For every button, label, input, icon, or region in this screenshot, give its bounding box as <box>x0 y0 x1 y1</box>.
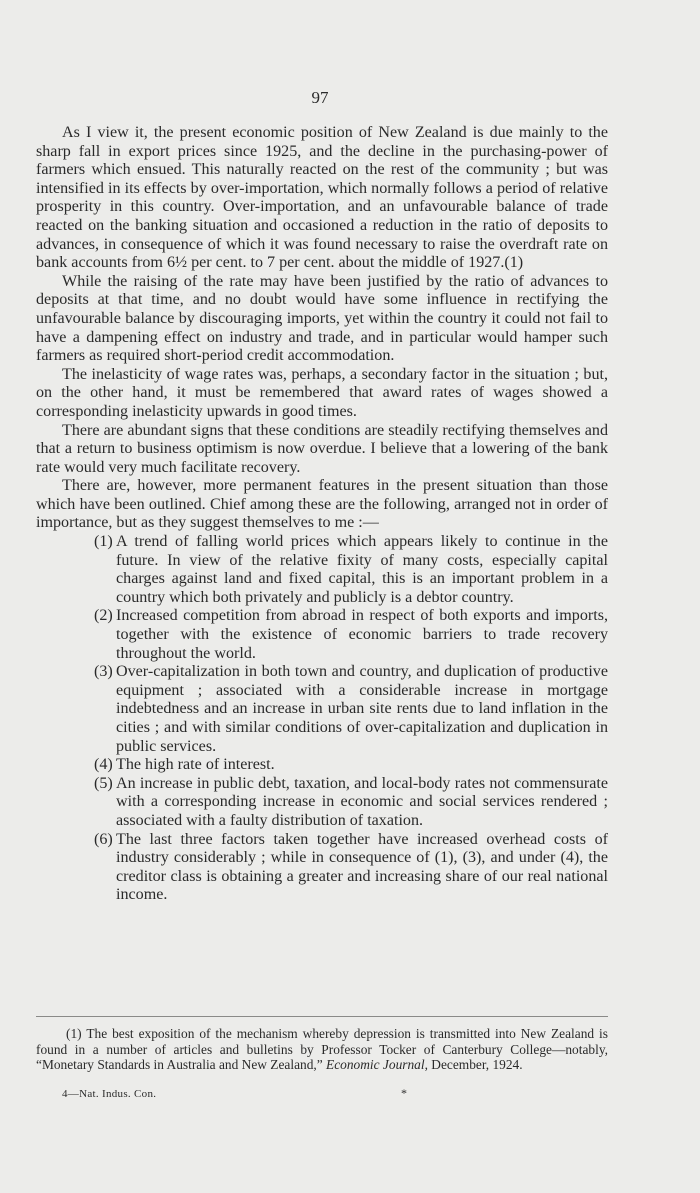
list-text: Increased competition from abroad in respect of both exports and imports, together with the existence of economic barriers to trade recovery throughout the world. <box>116 607 608 662</box>
footnote <box>36 1026 608 1073</box>
list-number: (6) <box>94 830 113 848</box>
list-text: The last three factors taken together have increased overhead costs of industry considerably ; while in consequence of (1), (3), and under (4), the creditor class is obtaining a greater and increasing share of our real national income. <box>116 830 608 904</box>
printer-signature: 4—Nat. Indus. Con. <box>62 1088 157 1100</box>
body-text <box>36 124 608 905</box>
footnote-divider <box>36 1016 608 1017</box>
footnote-journal: Economic Journal <box>326 1057 425 1073</box>
list-number: (3) <box>94 663 113 681</box>
paragraph: The inelasticity of wage rates was, perhaps, a secondary factor in the situation ; but, on the other hand, it must be remembered that award rates of wages showed a corresponding inelasticity upwards in good times. <box>36 365 608 420</box>
list-text: The high rate of interest. <box>116 756 275 774</box>
list-item <box>36 756 608 775</box>
list-number: (2) <box>94 607 113 625</box>
list-item <box>36 533 608 607</box>
list-item <box>36 663 608 756</box>
list-item <box>36 831 608 905</box>
list-item <box>36 607 608 663</box>
paragraph: There are, however, more permanent features in the present situation than those which have been outlined. Chief among these are the following, arranged not in order of importance, but as they suggest themselves to me :— <box>36 477 608 532</box>
footnote-text: (1) The best exposition of the mechanism whereby depression is transmitted into New Zealand is found in a number of articles and bulletins by Professor Tocker of Canterbury College—notably, “Monetary Standards in Australia and New Zealand,” <box>36 1026 608 1073</box>
list-text: Over-capitalization in both town and country, and duplication of productive equipment ; associated with a considerable increase in mortgage indebtedness and an increase in urban site rents due to land inflation in the cities ; and with similar conditions of over-capitalization and duplication in public services. <box>116 663 608 755</box>
paragraph: As I view it, the present economic position of New Zealand is due mainly to the sharp fall in export prices since 1925, and the decline in the purchasing-power of farmers which ensued. This naturally reacted on the rest of the community ; but was intensified in its effects by over-importation, which normally follows a period of relative prosperity in this country. Over-importation, and an unfavourable balance of trade reacted on the banking situation and occasioned a reduction in the ratio of deposits to advances, in consequence of which it was found necessary to raise the overdraft rate on bank accounts from 6½ per cent. to 7 per cent. about the middle of 1927.(1) <box>36 124 608 272</box>
list-number: (5) <box>94 774 113 792</box>
paragraph: There are abundant signs that these conditions are steadily rectifying themselves and that a return to business optimism is now overdue. I believe that a lowering of the bank rate would very much facilitate recovery. <box>36 421 608 476</box>
footnote-text-end: , December, 1924. <box>424 1057 523 1073</box>
list-number: (1) <box>94 533 113 551</box>
list-number: (4) <box>94 756 113 774</box>
list-item <box>36 775 608 831</box>
printer-mark: * <box>401 1086 407 1100</box>
list-text: An increase in public debt, taxation, and local-body rates not commensurate with a corresponding increase in economic and social services rendered ; associated with a faulty distribution of taxation. <box>116 774 608 829</box>
page-number: 97 <box>311 88 329 107</box>
list-text: A trend of falling world prices which appears likely to continue in the future. In view of the relative fixity of many costs, especially capital charges against land and fixed capital, this is an important problem in a country which both privately and publicly is a debtor country. <box>116 533 608 606</box>
paragraph: While the raising of the rate may have been justified by the ratio of advances to deposits at that time, and no doubt would have some influence in rectifying the unfavourable balance by discouraging imports, yet within the country it could not fail to have a dampening effect on industry and trade, and in particular would hamper such farmers as required short-period credit accommodation. <box>36 272 608 365</box>
factor-list <box>36 533 608 905</box>
